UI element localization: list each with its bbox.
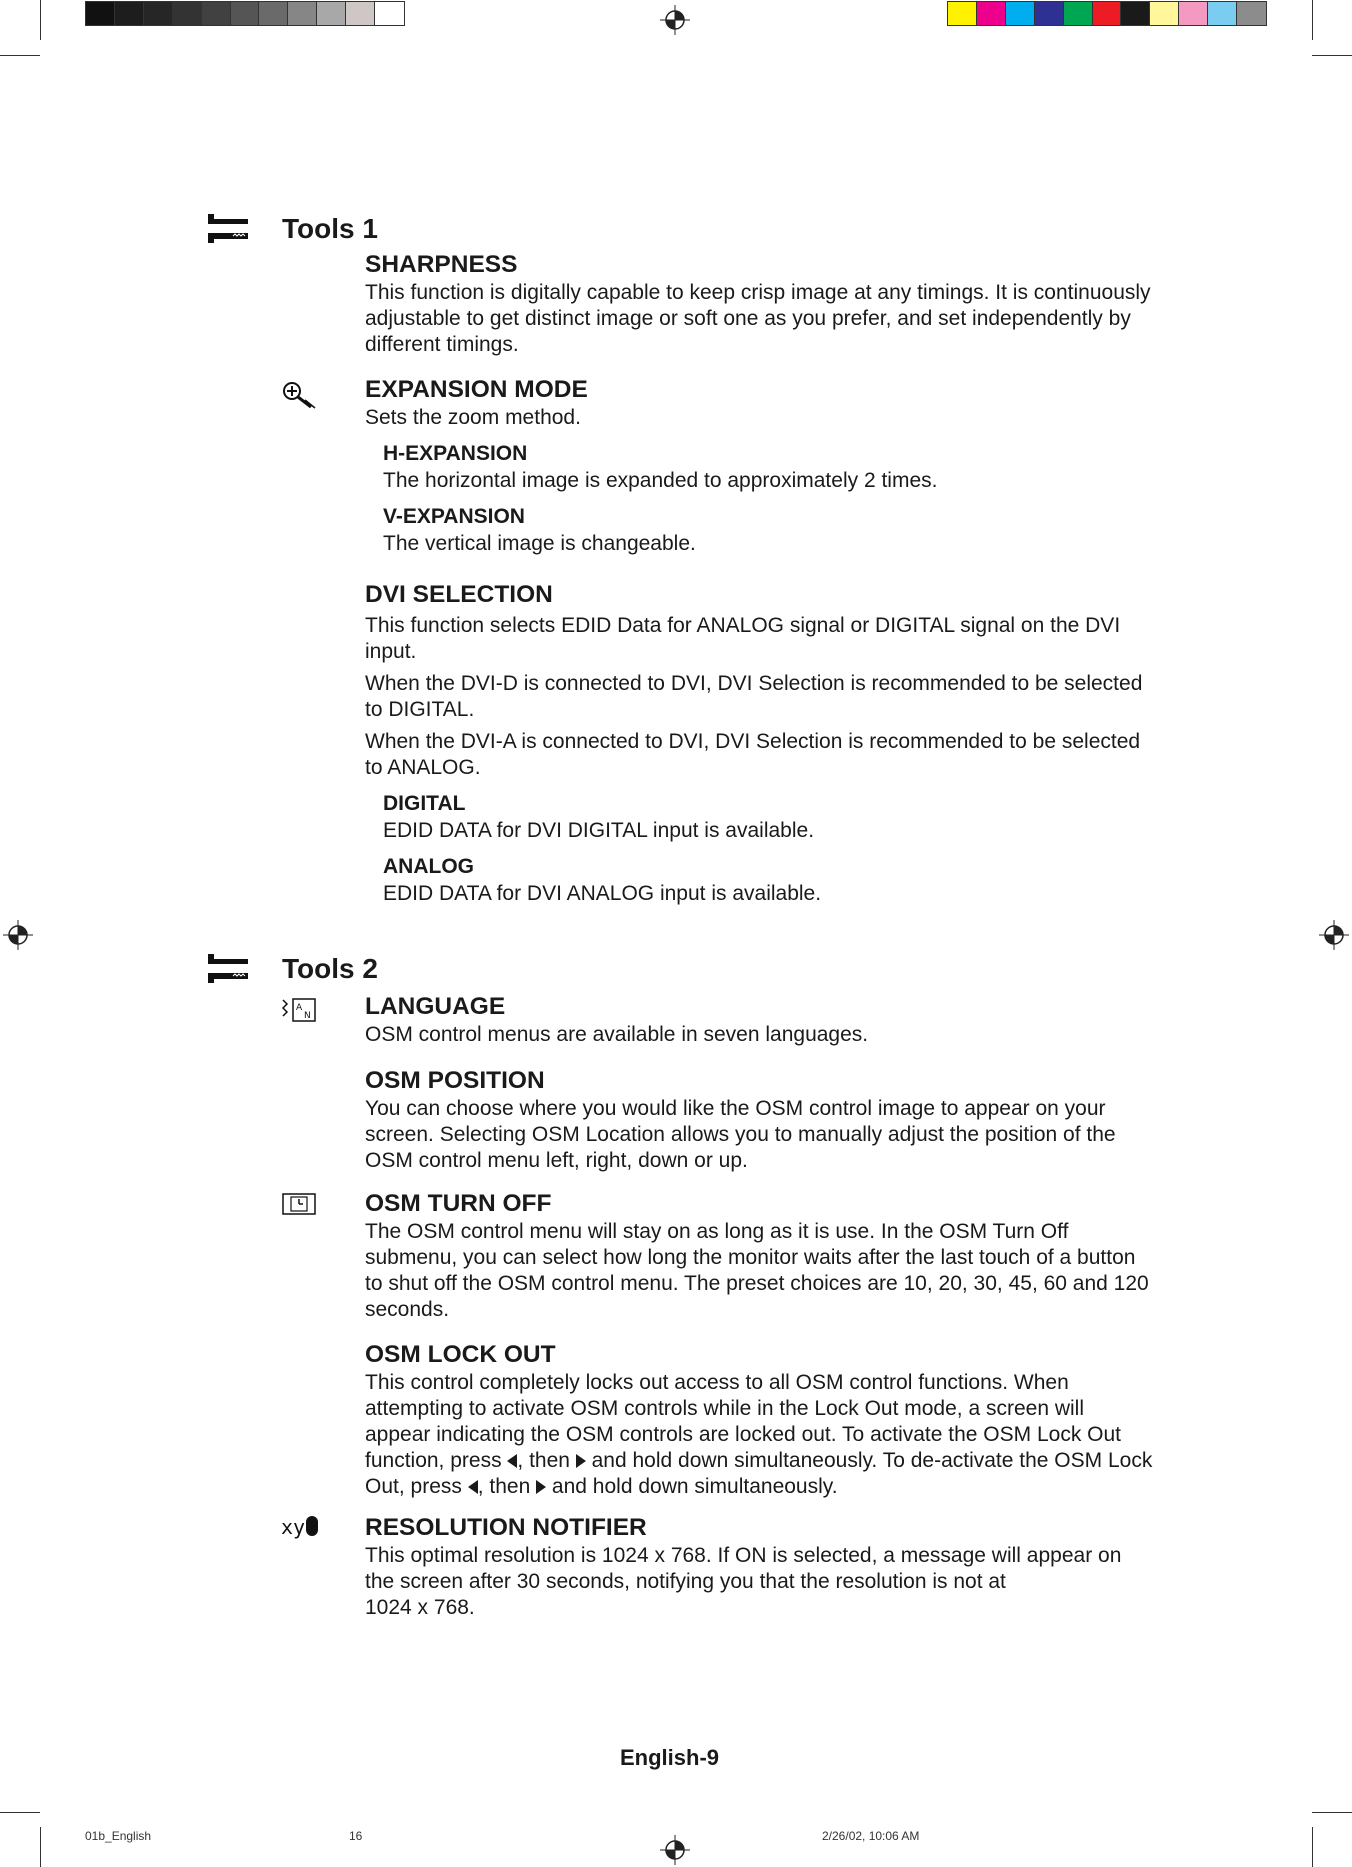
- grayscale-calibration-bar: [85, 1, 405, 26]
- lock-text-part: This control completely locks out access to all OSM control functions. When attempting to activate OSM controls while in the Lock Out mode, a screen will appear indicating the OSM controls are locked out. To activate the OSM Lock Out function, press: [365, 1371, 1122, 1472]
- calibration-swatch: [1064, 2, 1093, 25]
- left-arrow-icon: [468, 1480, 478, 1494]
- calibration-swatch: [346, 2, 375, 25]
- crop-mark: [40, 1827, 41, 1867]
- entry-heading: LANGUAGE: [365, 993, 506, 1020]
- svg-text:A: A: [296, 1003, 303, 1013]
- entry-heading: SHARPNESS: [365, 251, 518, 278]
- entry-text: This function selects EDID Data for ANALOG signal or DIGITAL signal on the DVI input.: [365, 614, 1121, 663]
- calibration-swatch: [977, 2, 1006, 25]
- option-v-expansion: [383, 504, 1155, 557]
- entry-osm-position: [365, 1067, 1155, 1174]
- calibration-swatch: [259, 2, 288, 25]
- registration-mark-icon: [3, 920, 33, 950]
- right-arrow-icon: [536, 1480, 546, 1494]
- section-title-tools-2: Tools 2: [282, 953, 378, 984]
- calibration-swatch: [317, 2, 346, 25]
- language-icon: [281, 996, 317, 1024]
- calibration-swatch: [173, 2, 202, 25]
- calibration-swatch: [1035, 2, 1064, 25]
- option-text: EDID DATA for DVI ANALOG input is available.: [383, 882, 822, 905]
- left-arrow-icon: [507, 1454, 517, 1468]
- slug-page: 16: [349, 1829, 363, 1843]
- lock-text-part: , then: [517, 1449, 576, 1472]
- calibration-swatch: [375, 2, 404, 25]
- crop-mark: [1312, 1827, 1313, 1867]
- right-arrow-icon: [576, 1454, 586, 1468]
- crop-mark: [0, 55, 40, 56]
- section-title-tools-1: Tools 1: [282, 213, 378, 244]
- option-text: The vertical image is changeable.: [383, 532, 696, 555]
- lock-text-part: and hold down simultaneously.: [546, 1475, 838, 1498]
- magnifier-icon: [281, 380, 317, 410]
- slug-date: 2/26/02, 10:06 AM: [822, 1829, 920, 1843]
- entry-language: [365, 993, 1155, 1048]
- option-analog: [383, 854, 1155, 907]
- option-text: The horizontal image is expanded to approximately 2 times.: [383, 469, 938, 492]
- registration-mark-icon: [660, 5, 690, 35]
- option-label: V-EXPANSION: [383, 505, 525, 528]
- slug-file: 01b_English: [85, 1829, 152, 1843]
- entry-heading: OSM TURN OFF: [365, 1190, 552, 1217]
- entry-heading: RESOLUTION NOTIFIER: [365, 1514, 647, 1541]
- resolution-icon: [281, 1514, 321, 1540]
- entry-text: [365, 1370, 1155, 1500]
- calibration-swatch: [202, 2, 231, 25]
- calibration-swatch: [948, 2, 977, 25]
- wrench-icon: [206, 951, 250, 991]
- registration-mark-icon: [1319, 920, 1349, 950]
- crop-mark: [1312, 0, 1313, 40]
- entry-text: This optimal resolution is 1024 x 768. If ON is selected, a message will appear on the screen after 30 seconds, notifying you that the resolution is not at: [365, 1544, 1122, 1593]
- resolution-icon-label: xy: [281, 1515, 306, 1539]
- info-icon: [306, 1516, 318, 1536]
- entry-osm-turn-off: [365, 1190, 1155, 1323]
- timer-icon: [281, 1192, 317, 1216]
- calibration-swatch: [288, 2, 317, 25]
- option-label: DIGITAL: [383, 792, 466, 815]
- calibration-swatch: [1121, 2, 1150, 25]
- entry-text: OSM control menus are available in seven languages.: [365, 1023, 869, 1046]
- entry-text: You can choose where you would like the OSM control image to appear on your screen. Selecting OSM Location allows you to manually adjust the position of the OSM control menu left, right, down or up.: [365, 1097, 1116, 1172]
- entry-resolution-notifier: [365, 1514, 1155, 1621]
- entry-dvi-selection: [365, 581, 1155, 907]
- color-calibration-bar: [947, 1, 1267, 26]
- entry-osm-lock-out: [365, 1341, 1155, 1500]
- registration-mark-icon: [660, 1835, 690, 1865]
- entry-text: When the DVI-D is connected to DVI, DVI Selection is recommended to be selected to DIGITAL.: [365, 672, 1143, 721]
- entry-text: This function is digitally capable to keep crisp image at any timings. It is continuously adjustable to get distinct image or soft one as you prefer, and set independently by different timings.: [365, 281, 1151, 356]
- entry-text-tail: 1024 x 768.: [365, 1596, 475, 1619]
- option-digital: [383, 791, 1155, 844]
- entry-heading: OSM POSITION: [365, 1067, 545, 1094]
- entry-heading: EXPANSION MODE: [365, 376, 588, 403]
- option-label: ANALOG: [383, 855, 474, 878]
- option-label: H-EXPANSION: [383, 442, 528, 465]
- crop-mark: [1312, 55, 1352, 56]
- page-number: English-9: [620, 1745, 720, 1770]
- wrench-icon: [206, 211, 250, 251]
- crop-mark: [1312, 1812, 1352, 1813]
- svg-text:N: N: [304, 1011, 311, 1021]
- crop-mark: [40, 0, 41, 40]
- calibration-swatch: [144, 2, 173, 25]
- option-text: EDID DATA for DVI DIGITAL input is available.: [383, 819, 815, 842]
- calibration-swatch: [1093, 2, 1122, 25]
- lock-text-part: and hold down simultaneously. To de-activate the OSM Lock Out, press: [365, 1449, 1153, 1498]
- calibration-swatch: [231, 2, 260, 25]
- lock-text-part: , then: [477, 1475, 537, 1498]
- entry-text: Sets the zoom method.: [365, 406, 581, 429]
- entry-heading: OSM LOCK OUT: [365, 1341, 556, 1368]
- calibration-swatch: [115, 2, 144, 25]
- crop-mark: [0, 1812, 40, 1813]
- calibration-swatch: [1208, 2, 1237, 25]
- entry-sharpness: [365, 251, 1155, 358]
- calibration-swatch: [1179, 2, 1208, 25]
- entry-heading: DVI SELECTION: [365, 581, 553, 608]
- calibration-swatch: [1237, 2, 1266, 25]
- calibration-swatch: [1006, 2, 1035, 25]
- calibration-swatch: [1150, 2, 1179, 25]
- entry-text: The OSM control menu will stay on as long as it is use. In the OSM Turn Off submenu, you can select how long the monitor waits after the last touch of a button to shut off the OSM control menu. The preset choices are 10, 20, 30, 45, 60 and 120 seconds.: [365, 1220, 1149, 1321]
- entry-text: When the DVI-A is connected to DVI, DVI Selection is recommended to be selected to ANALOG.: [365, 730, 1141, 779]
- calibration-swatch: [86, 2, 115, 25]
- entry-expansion-mode: [365, 376, 1155, 557]
- option-h-expansion: [383, 441, 1155, 494]
